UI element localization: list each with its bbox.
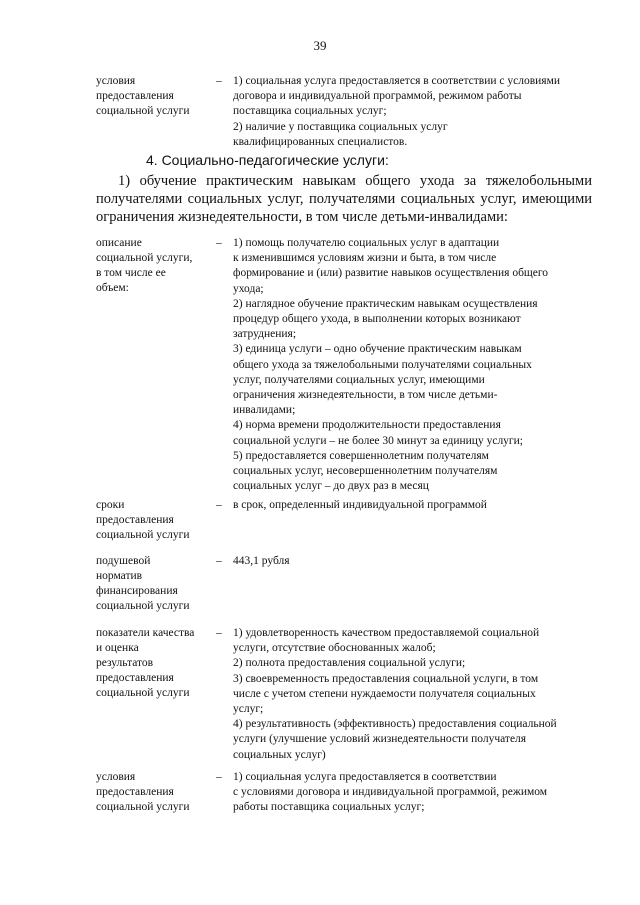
row-label: показатели качества и оценка результатов предоставления социальной услуги bbox=[96, 627, 195, 699]
row-value: 1) помощь получателю социальных услуг в адаптации к изменившимся условиям жизни и быта, в том числе формирование и (или) развитие навыков осуществления общего ухода; 2) наглядное обучение практическим навыкам осуществления процедур общего ухода, в выполнении которых возникают затруднения; 3) единица услуги – одно обучение практическим навыкам общего ухода за тяжелобольными получателями социальных услуг, получателями социальных услуг, имеющими ограничения жизнедеятельности, в том числе детьми- инвалидами; 4) норма времени продолжительности предоставления социальной услуги – не более 30 минут за единицу услуги; 5) предоставляется совершеннолетним получателям социальных услуг, несовершеннолетним получателям социальных услуг – до двух раз в месяц bbox=[233, 237, 549, 493]
row-label: сроки предоставления социальной услуги bbox=[96, 499, 190, 541]
row-dash: – bbox=[216, 771, 222, 783]
row-value: 1) социальная услуга предоставляется в соответствии с условиями договора и индивидуальной программой, режимом работы поставщика социальных услуг; 2) наличие у поставщика социальных услуг квалифицированных специалистов. bbox=[233, 75, 561, 148]
intro-line: ограничения жизнедеятельности, в том числе детьми-инвалидами: bbox=[96, 209, 508, 225]
row-value: 443,1 рубля bbox=[233, 555, 290, 567]
page-number: 39 bbox=[313, 38, 327, 53]
row-label: описание социальной услуги, в том числе ее объем: bbox=[96, 237, 193, 294]
row-dash: – bbox=[216, 555, 222, 567]
intro-paragraph bbox=[96, 172, 592, 226]
row-value: 1) социальная услуга предоставляется в соответствии с условиями договора и индивидуальной программой, режимом работы поставщика социальных услуг; bbox=[233, 771, 548, 814]
row-value: 1) удовлетворенность качеством предоставляемой социальной услуги, отсутствие обоснованных жалоб; 2) полнота предоставления социальной услуги; 3) своевременность предоставления социальной услуги, в том числе с учетом степени нуждаемости получателя социальных услуг; 4) результативность (эффективность) предоставления социальной услуги (улучшение условий жизнедеятельности получателя социальных услуг) bbox=[233, 627, 557, 761]
intro-line: получателями социальных услуг, получателями социальных услуг, имеющими bbox=[96, 191, 592, 207]
row-dash: – bbox=[216, 499, 222, 511]
intro-line: 1) обучение практическим навыкам общего ухода за тяжелобольными bbox=[118, 173, 592, 189]
row-label: условия предоставления социальной услуги bbox=[96, 75, 190, 117]
row-dash: – bbox=[216, 75, 222, 87]
section-heading: 4. Социально-педагогические услуги: bbox=[146, 152, 389, 168]
row-dash: – bbox=[216, 627, 222, 639]
row-label: подушевой норматив финансирования социальной услуги bbox=[96, 555, 190, 612]
row-dash: – bbox=[216, 237, 222, 249]
row-label: условия предоставления социальной услуги bbox=[96, 771, 190, 813]
row-value: в срок, определенный индивидуальной программой bbox=[233, 499, 487, 511]
